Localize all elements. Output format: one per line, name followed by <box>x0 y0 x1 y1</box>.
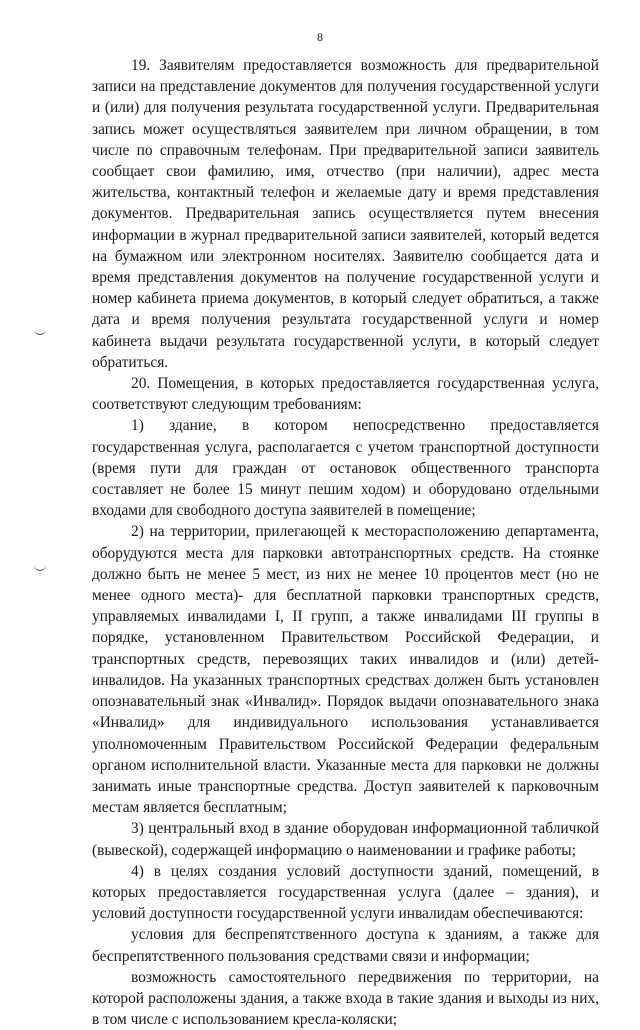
accessibility-condition-movement: возможность самостоятельного передвижения по территории, на которой расположены здания, а также входа в такие здания и выходы из них, в том числе с использованием кресла-коляски; <box>92 968 599 1029</box>
scan-punch-mark <box>34 564 46 571</box>
paragraph-20-premises-requirements: 20. Помещения, в которых предоставляется государственная услуга, соответствуют следующим требованиям: <box>92 375 599 414</box>
document-body <box>92 55 599 1030</box>
accessibility-condition-access: условия для беспрепятственного доступа к зданиям, а также для беспрепятственного пользования средствами связи и информации; <box>92 926 599 965</box>
list-item-2-parking: 2) на территории, прилегающей к месторасположению департамента, оборудуются места для парковки автотранспортных средств. На стоянке должно быть не менее 5 мест, из них не менее 10 процентов мест (но не менее одного места)- для бесплатной парковки транспортных средств, управляемых инвалидами I, II групп, а также инвалидами III группы в порядке, установленном Правительством Российской Федерации, и транспортных средств, перевозящих таких инвалидов и (или) детей-инвалидов. На указанных транспортных средствах должен быть установлен опознавательный знак «Инвалид». Порядок выдачи опознавательного знака «Инвалид» для индивидуального использования устанавливается уполномоченным Правительством Российской Федерации федеральным органом исполнительной власти. Указанные места для парковки не должны занимать иные транспортные средства. Доступ заявителей к парковочным местам является бесплатным; <box>92 523 599 817</box>
list-item-4-accessibility: 4) в целях создания условий доступности зданий, помещений, в которых предоставляется государственная услуга (далее – здания), и условий доступности государственной услуги инвалидам обеспечиваются: <box>92 862 599 923</box>
page-number: 8 <box>317 30 323 44</box>
list-item-3-entrance-sign: 3) центральный вход в здание оборудован информационной табличкой (вывеской), содержащей информацию о наименовании и графике работы; <box>92 820 599 859</box>
list-item-1-building-location: 1) здание, в котором непосредственно предоставляется государственная услуга, располагается с учетом транспортной доступности (время пути для граждан от остановок общественного транспорта составляет не более 15 минут пешим ходом) и оборудовано отдельными входами для свободного доступа заявителей в помещение; <box>92 417 599 520</box>
paragraph-19-preliminary-registration: 19. Заявителям предоставляется возможность для предварительной записи на представление документов для получения государственной услуги и (или) для получения результата государственной услуги. Предварительная запись может осуществляться заявителем при личном обращении, в том числе по справочным телефонам. При предварительной записи заявитель сообщает свои фамилию, имя, отчество (при наличии), адрес места жительства, контактный телефон и желаемые дату и время представления документов. Предварительная запись осуществляется путем внесения информации в журнал предварительной записи заявителей, который ведется на бумажном или электронном носителях. Заявителю сообщается дата и время представления документов на получение государственной услуги и номер кабинета приема документов, в который следует обратиться, а также дата и время получения результата государственной услуги и номер кабинета выдачи результата государственной услуги, в который следует обратиться. <box>92 57 599 371</box>
scan-punch-mark <box>34 328 46 335</box>
